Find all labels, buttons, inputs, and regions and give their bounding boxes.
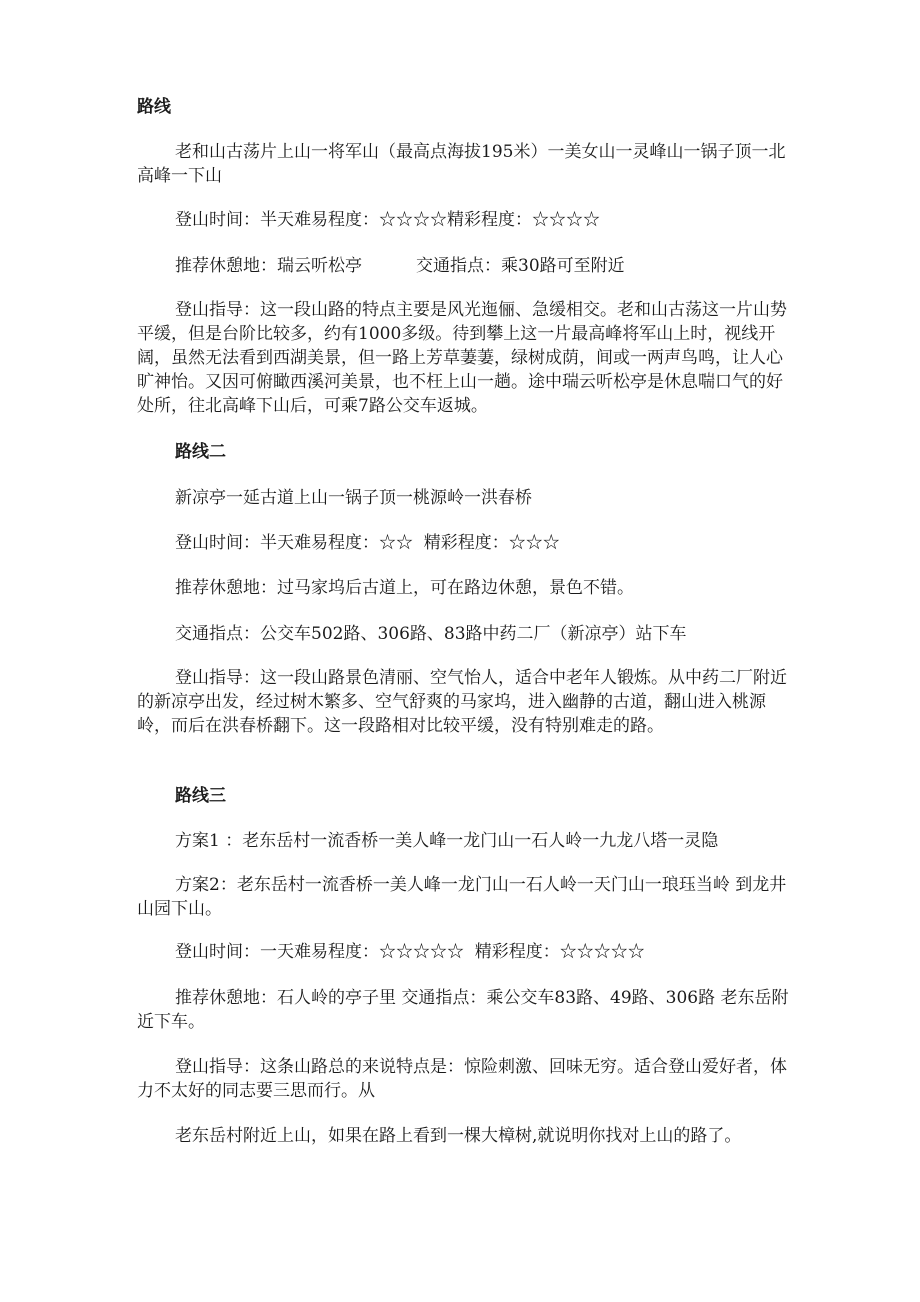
route1-heading: 路线 xyxy=(137,97,171,117)
route3-rest: 推荐休憩地：石人岭的亭子里 交通指点：乘公交车83路、49路、306路 老东岳附近下车。 xyxy=(137,988,789,1032)
route2-guide: 登山指导：这一段山路景色清丽、空气怡人，适合中老年人锻炼。从中药二厂附近的新凉亭出发，经过树木繁多、空气舒爽的马家坞，进入幽静的古道，翻山进入桃源岭，而后在洪春桥翻下。这一段路相对比较平缓，没有特别难走的路。 xyxy=(137,668,787,736)
route3-heading: 路线三 xyxy=(175,786,226,806)
route1-rest: 推荐休憩地：瑞云听松亭 交通指点：乘30路可至附近 xyxy=(175,256,625,276)
route3-guide-continued: 老东岳村附近上山，如果在路上看到一棵大樟树,就说明你找对上山的路了。 xyxy=(175,1126,742,1146)
route2-heading: 路线二 xyxy=(175,442,226,462)
route3-guide: 登山指导：这条山路总的来说特点是：惊险刺激、回味无穷。适合登山爱好者，体力不太好的同志要三思而行。从 xyxy=(137,1057,787,1101)
route3-time: 登山时间：一天难易程度：☆☆☆☆☆ 精彩程度：☆☆☆☆☆ xyxy=(175,942,645,962)
route3-plan1: 方案1 ：老东岳村一流香桥一美人峰一龙门山一石人岭一九龙八塔一灵隐 xyxy=(175,831,719,851)
route1-path: 老和山古荡片上山一将军山（最高点海拔195米）一美女山一灵峰山一锅子顶一北高峰一下山 xyxy=(137,142,786,186)
route3-plan2: 方案2：老东岳村一流香桥一美人峰一龙门山一石人岭一天门山一琅珏当岭 到龙井山园下山。 xyxy=(137,875,787,919)
route2-time: 登山时间：半天难易程度：☆☆ 精彩程度：☆☆☆ xyxy=(175,533,560,553)
route2-path: 新凉亭一延古道上山一锅子顶一桃源岭一洪春桥 xyxy=(175,488,532,508)
route2-traffic: 交通指点：公交车502路、306路、83路中药二厂（新凉亭）站下车 xyxy=(175,624,687,644)
route2-rest: 推荐休憩地：过马家坞后古道上，可在路边休憩，景色不错。 xyxy=(175,578,634,598)
route1-guide: 登山指导：这一段山路的特点主要是风光迤俪、急缓相交。老和山古荡这一片山势平缓，但是台阶比较多，约有1000多级。待到攀上这一片最高峰将军山上时，视线开阔，虽然无法看到西湖美景，但一路上芳草萋萋，绿树成荫，间或一两声鸟鸣，让人心旷神怡。又因可俯瞰西溪河美景，也不枉上山一趟。途中瑞云听松亭是休息喘口气的好处所，往北高峰下山后，可乘7路公交车返城。 xyxy=(137,300,787,416)
route1-time: 登山时间：半天难易程度：☆☆☆☆精彩程度：☆☆☆☆ xyxy=(175,210,600,230)
